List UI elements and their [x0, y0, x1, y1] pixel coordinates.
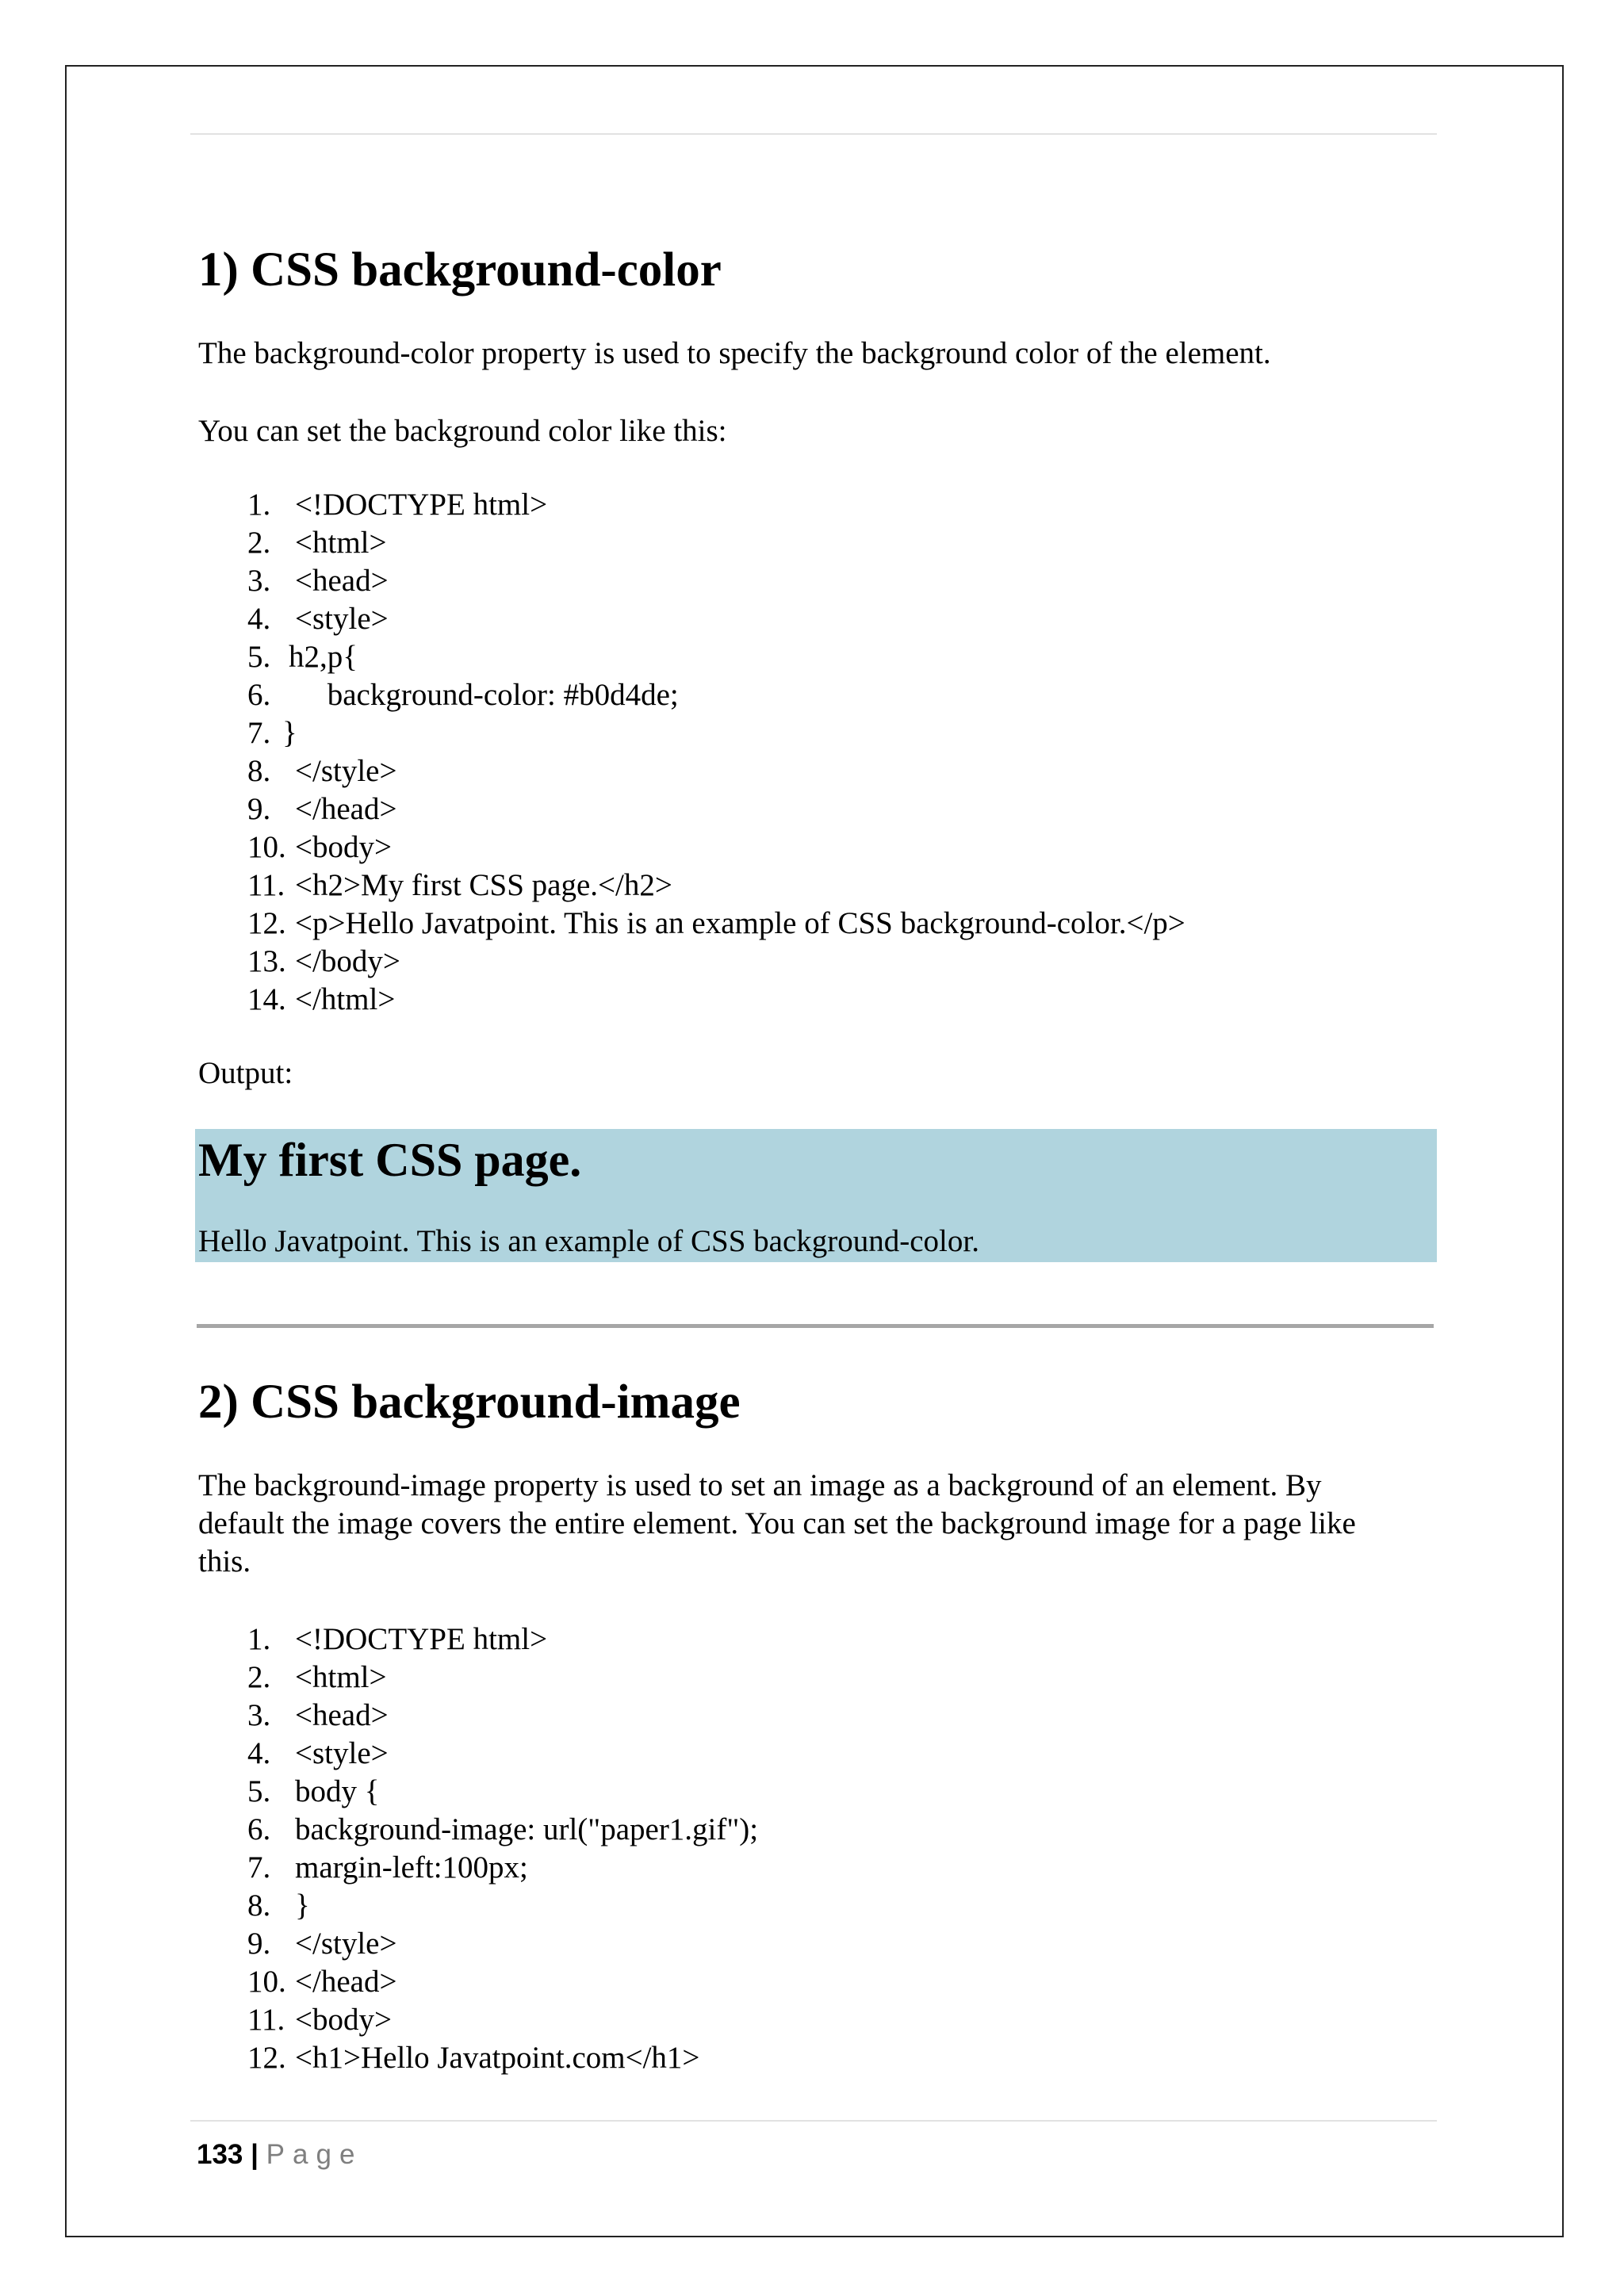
code-text: </head>	[295, 791, 397, 826]
code-text: <!DOCTYPE html>	[295, 1621, 548, 1656]
code-line	[247, 980, 1185, 1018]
code-text: background-image: url("paper1.gif");	[295, 1812, 759, 1846]
code-line	[247, 866, 1185, 904]
code-text: h2,p{	[289, 639, 358, 674]
page-number: 133	[197, 2139, 243, 2170]
code-line	[247, 714, 1185, 752]
code-line	[247, 485, 1185, 523]
output-label: Output:	[198, 1056, 293, 1090]
section1-instruction: You can set the background color like this:	[198, 414, 727, 448]
code-text: </style>	[295, 753, 397, 788]
code-text: </body>	[295, 943, 400, 978]
code-line	[247, 1848, 758, 1886]
line-number: 2.	[247, 1659, 271, 1694]
section1-heading: 1) CSS background-color	[198, 243, 722, 297]
code-text: <body>	[295, 2002, 392, 2037]
code-line	[247, 942, 1185, 980]
line-number: 2.	[247, 525, 271, 560]
code-line	[247, 790, 1185, 828]
section-divider	[197, 1324, 1434, 1328]
code-line	[247, 1962, 758, 2000]
line-number: 6.	[247, 677, 271, 712]
code-line	[247, 752, 1185, 790]
code-text: <head>	[295, 563, 389, 598]
code-line	[247, 1772, 758, 1810]
code-text: <head>	[295, 1697, 389, 1732]
code-line	[247, 637, 1185, 675]
header-rule	[190, 133, 1437, 135]
code-line	[247, 904, 1185, 942]
code-text: </style>	[295, 1926, 397, 1961]
section2-intro-line: The background-image property is used to set an image as a background of an element. By	[198, 1468, 1322, 1502]
code-listing-1	[247, 485, 1185, 1018]
code-line	[247, 2038, 758, 2076]
code-line	[247, 1658, 758, 1696]
code-line	[247, 2000, 758, 2038]
line-number: 8.	[247, 1888, 271, 1923]
line-number: 6.	[247, 1812, 271, 1846]
code-text: <p>Hello Javatpoint. This is an example of CSS background-color.</p>	[295, 905, 1185, 940]
page-label: Page	[266, 2139, 363, 2170]
line-number: 9.	[247, 791, 271, 826]
code-line	[247, 1620, 758, 1658]
code-line	[247, 523, 1185, 561]
section2-heading: 2) CSS background-image	[198, 1376, 741, 1429]
code-text: </head>	[295, 1964, 397, 1999]
line-number: 10.	[247, 829, 286, 864]
line-number: 3.	[247, 1697, 271, 1732]
line-number: 4.	[247, 1735, 271, 1770]
output-preview	[195, 1129, 1437, 1262]
code-text: <body>	[295, 829, 392, 864]
code-line	[247, 599, 1185, 637]
section2-intro-line: this.	[198, 1544, 251, 1578]
line-number: 1.	[247, 487, 271, 522]
code-text: body {	[295, 1774, 380, 1808]
code-text: <html>	[295, 1659, 387, 1694]
line-number: 11.	[247, 2002, 285, 2037]
code-text: margin-left:100px;	[295, 1850, 528, 1885]
code-text: <h2>My first CSS page.</h2>	[295, 867, 672, 902]
code-text: <h1>Hello Javatpoint.com</h1>	[295, 2040, 700, 2075]
line-number: 3.	[247, 563, 271, 598]
line-number: 5.	[247, 1774, 271, 1808]
code-listing-2	[247, 1620, 758, 2076]
footer-rule	[190, 2120, 1437, 2122]
code-text: background-color: #b0d4de;	[289, 677, 679, 712]
page-footer	[197, 2137, 362, 2172]
code-line	[247, 1886, 758, 1924]
line-number: 5.	[247, 639, 271, 674]
output-text: Hello Javatpoint. This is an example of CSS background-color.	[198, 1224, 979, 1258]
output-heading: My first CSS page.	[198, 1134, 582, 1186]
code-line	[247, 1924, 758, 1962]
code-text: <html>	[295, 525, 387, 560]
code-text: }	[295, 1888, 310, 1923]
code-text: }	[282, 715, 297, 750]
code-line	[247, 561, 1185, 599]
code-line	[247, 1810, 758, 1848]
code-line	[247, 675, 1185, 714]
code-text: </html>	[295, 982, 396, 1016]
code-text: <style>	[295, 1735, 389, 1770]
code-text: <style>	[295, 601, 389, 636]
line-number: 13.	[247, 943, 286, 978]
code-text: <!DOCTYPE html>	[295, 487, 548, 522]
line-number: 12.	[247, 2040, 286, 2075]
line-number: 9.	[247, 1926, 271, 1961]
line-number: 1.	[247, 1621, 271, 1656]
section2-intro-line: default the image covers the entire element. You can set the background image for a page like	[198, 1506, 1356, 1540]
footer-separator: |	[251, 2139, 259, 2170]
code-line	[247, 828, 1185, 866]
line-number: 8.	[247, 753, 271, 788]
line-number: 7.	[247, 715, 271, 750]
line-number: 12.	[247, 905, 286, 940]
line-number: 10.	[247, 1964, 286, 1999]
line-number: 4.	[247, 601, 271, 636]
line-number: 11.	[247, 867, 285, 902]
line-number: 7.	[247, 1850, 271, 1885]
code-line	[247, 1734, 758, 1772]
section1-intro: The background-color property is used to specify the background color of the element.	[198, 336, 1271, 370]
code-line	[247, 1696, 758, 1734]
line-number: 14.	[247, 982, 286, 1016]
